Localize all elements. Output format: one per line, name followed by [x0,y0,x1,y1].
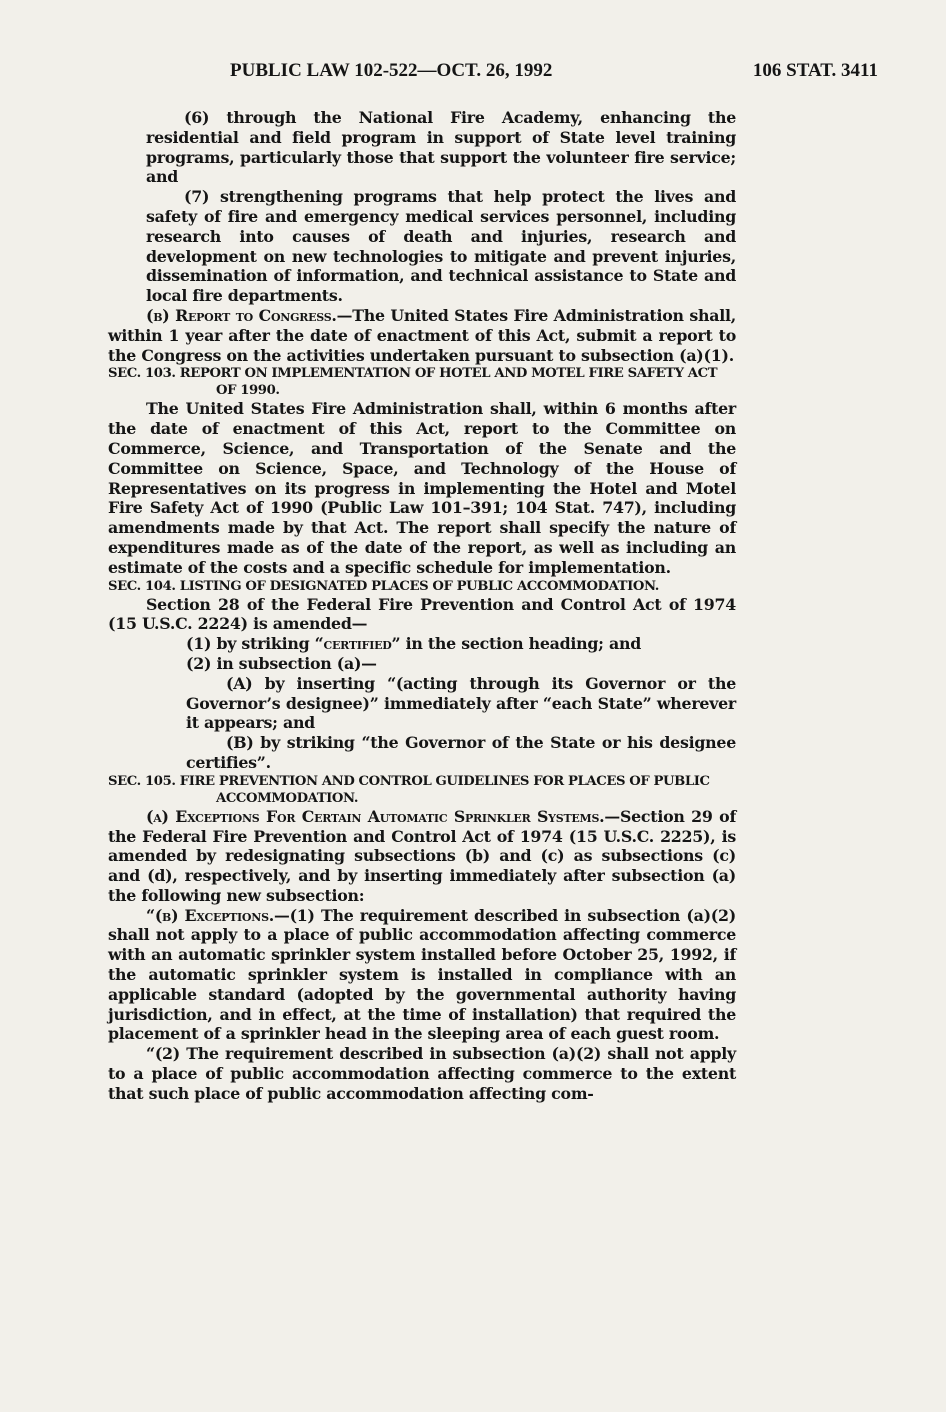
section-104-item-B: (B) by striking “the Governor of the State or his designee certifies”. [186,733,736,772]
item-1-text-c: ” in the section heading; and [391,634,642,654]
section-105-subsection-b [108,906,736,1045]
section-103-heading: SEC. 103. REPORT ON IMPLEMENTATION OF HOTEL AND MOTEL FIRE SAFETY ACT OF 1990. [108,366,718,399]
exceptions-heading: “(b) Exceptions. [146,905,275,925]
header-law-title: PUBLIC LAW 102-522—OCT. 26, 1992 [230,60,553,81]
section-105-subsection-a [108,807,736,906]
section-105-heading: SEC. 105. FIRE PREVENTION AND CONTROL GUIDELINES FOR PLACES OF PUBLIC ACCOMMODATION. [108,773,710,806]
section-104-item-A: (A) by inserting “(acting through its Governor or the Governor’s designee)” immediately after “each State” wherever it appears; and [186,673,736,733]
section-104-item-2: (2) in subsection (a)— [186,653,377,673]
section-104-item-1 [108,634,736,654]
item-1-struck-term: certified [323,634,392,654]
subsection-b-text: —The United States Fire Administration shall, within 1 year after the date of enactment of this Act, submit a report to the Congress on the activities undertaken pursuant to subsection (a)(1). [108,305,736,365]
subsection-b [108,306,736,365]
subsection-b-heading: (b) Report to Congress. [146,305,337,325]
section-105-paragraph-2: “(2) The requirement described in subsection (a)(2) shall not apply to a place of public accommodation affecting commerce to the extent that such place of public accommodation affecting com- [108,1044,736,1103]
section-104-text: Section 28 of the Federal Fire Prevention and Control Act of 1974 (15 U.S.C. 2224) is amended— [108,594,736,634]
page-header [146,60,878,92]
subsection-a-heading: (a) Exceptions For Certain Automatic Sprinkler Systems. [146,806,605,826]
paragraph-6: (6) through the National Fire Academy, enhancing the residential and field program in support of State level training programs, particularly those that support the volunteer fire service; and [146,108,736,187]
item-1-text-a: (1) by striking “ [186,634,324,654]
paragraph-7: (7) strengthening programs that help protect the lives and safety of fire and emergency medical services personnel, including research into causes of death and injuries, research and development on new technologies to mitigate and prevent injuries, dissemination of information, and technical assistance to State and local fire departments. [146,187,736,306]
section-104-heading: SEC. 104. LISTING OF DESIGNATED PLACES OF PUBLIC ACCOMMODATION. [108,578,659,594]
section-103-text: The United States Fire Administration shall, within 6 months after the date of enactment of this Act, report to the Committee on Commerce, Science, and Transportation of the Senate and the Committee on Science, Space, and Technology of the House of Representatives on its progress in implementing the Hotel and Motel Fire Safety Act of 1990 (Public Law 101–391; 104 Stat. 747), including amendments made by that Act. The report shall specify the nature of expenditures made as of the date of the report, as well as including an estimate of the costs and a specific schedule for implementation. [108,399,736,577]
subsection-a-text: —Section 29 of the Federal Fire Prevention and Control Act of 1974 (15 U.S.C. 2225), is amended by redesignating subsections (b) and (c) as subsections (c) and (d), respectively, and by inserting immediately after subsection (a) the following new subsection: [108,806,736,905]
document-body [108,108,736,1104]
exceptions-text: —(1) The requirement described in subsection (a)(2) shall not apply to a place of public accommodation affecting commerce with an automatic sprinkler system installed before October 25, 1992, if the automatic sprinkler system is installed in compliance with an applicable standard (adopted by the governmental authority having jurisdiction, and in effect, at the time of installation) that required the placement of a sprinkler head in the sleeping area of each guest room. [108,905,736,1044]
header-stat-reference: 106 STAT. 3411 [752,60,878,81]
